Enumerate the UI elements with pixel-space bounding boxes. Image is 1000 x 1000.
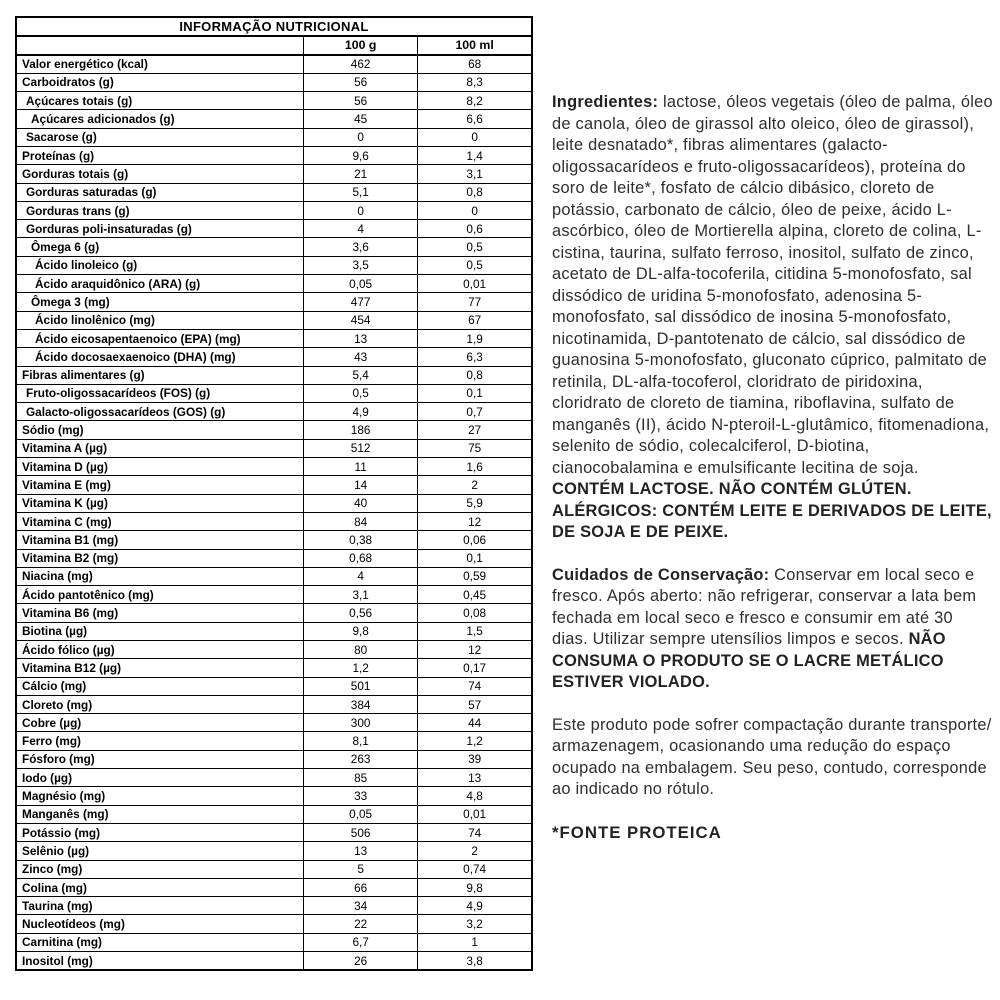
table-row bbox=[16, 915, 532, 933]
table-row bbox=[16, 714, 532, 732]
table-row bbox=[16, 256, 532, 274]
value-100ml: 9,8 bbox=[418, 878, 532, 896]
value-100g: 56 bbox=[304, 73, 418, 91]
table-row bbox=[16, 860, 532, 878]
value-100g: 9,6 bbox=[304, 146, 418, 164]
table-row bbox=[16, 403, 532, 421]
nutrient-label: Taurina (mg) bbox=[16, 897, 304, 915]
table-row bbox=[16, 622, 532, 640]
value-100g: 56 bbox=[304, 92, 418, 110]
value-100ml: 75 bbox=[418, 439, 532, 457]
info-panel bbox=[552, 92, 993, 864]
protein-source-note-segment: *FONTE PROTEICA bbox=[552, 822, 722, 842]
value-100ml: 12 bbox=[418, 641, 532, 659]
nutrient-label: Inositol (mg) bbox=[16, 952, 304, 971]
table-row bbox=[16, 494, 532, 512]
nutrient-label: Fruto-oligossacarídeos (FOS) (g) bbox=[16, 384, 304, 402]
value-100g: 85 bbox=[304, 769, 418, 787]
value-100g: 22 bbox=[304, 915, 418, 933]
value-100g: 186 bbox=[304, 421, 418, 439]
value-100ml: 3,2 bbox=[418, 915, 532, 933]
value-100ml: 39 bbox=[418, 750, 532, 768]
value-100ml: 74 bbox=[418, 677, 532, 695]
table-row bbox=[16, 201, 532, 219]
nutrient-label: Fibras alimentares (g) bbox=[16, 366, 304, 384]
value-100ml: 0,08 bbox=[418, 604, 532, 622]
value-100ml: 4,8 bbox=[418, 787, 532, 805]
nutrient-label: Vitamina K (µg) bbox=[16, 494, 304, 512]
value-100ml: 6,3 bbox=[418, 348, 532, 366]
value-100g: 454 bbox=[304, 311, 418, 329]
value-100ml: 0,1 bbox=[418, 549, 532, 567]
table-row bbox=[16, 732, 532, 750]
value-100g: 0,56 bbox=[304, 604, 418, 622]
nutrient-label: Açúcares adicionados (g) bbox=[16, 110, 304, 128]
value-100g: 4 bbox=[304, 567, 418, 585]
value-100g: 506 bbox=[304, 823, 418, 841]
table-row bbox=[16, 165, 532, 183]
value-100ml: 1,6 bbox=[418, 458, 532, 476]
table-row bbox=[16, 641, 532, 659]
nutrient-label: Gorduras poli-insaturadas (g) bbox=[16, 220, 304, 238]
value-100ml: 1,2 bbox=[418, 732, 532, 750]
nutrient-label: Nucleotídeos (mg) bbox=[16, 915, 304, 933]
value-100g: 1,2 bbox=[304, 659, 418, 677]
nutrient-label: Ácido fólico (µg) bbox=[16, 641, 304, 659]
table-row bbox=[16, 348, 532, 366]
conservation-paragraph bbox=[552, 565, 993, 694]
value-100ml: 0,6 bbox=[418, 220, 532, 238]
value-100ml: 0,59 bbox=[418, 567, 532, 585]
ingredients-paragraph-segment: lactose, óleos vegetais (óleo de palma, óleo de canola, óleo de girassol alto oleico, óleo de girassol), leite desnatado*, fibras alimentares (galacto-oligossacarídeos e fruto-oligossacarídeos), proteína do soro de leite*, fosfato de cálcio dibásico, cloreto de potássio, carbonato de cálcio, óleo de peixe, ácido L-ascórbico, óleo de Mortierella alpina, cloreto de colina, L-cistina, taurina, sulfato ferroso, inositol, sulfato de zinco, acetato de DL-alfa-tocoferila, citidina 5-monofosfato, sal dissódico de uridina 5-monofosfato, adenosina 5-monofosfato, sal dissódico de inosina 5-monofosfato, nicotinamida, D-pantotenato de cálcio, sal dissódico de guanosina 5-monofosfato, gluconato cúprico, palmitato de retinila, DL-alfa-tocoferol, cloridrato de piridoxina, cloridrato de cloreto de tiamina, riboflavina, sulfato de manganês (II), ácido N-pteroil-L-glutâmico, fitomenadiona, selenito de sódio, colecalciferol, D-biotina, cianocobalamina e emulsificante lecitina de soja. bbox=[552, 93, 993, 477]
ingredients-paragraph-segment: Ingredientes: bbox=[552, 93, 663, 111]
table-row bbox=[16, 73, 532, 91]
table-row bbox=[16, 183, 532, 201]
nutrient-label: Ácido araquidônico (ARA) (g) bbox=[16, 275, 304, 293]
nutrient-label: Ômega 3 (mg) bbox=[16, 293, 304, 311]
value-100ml: 68 bbox=[418, 55, 532, 74]
value-100ml: 1,9 bbox=[418, 329, 532, 347]
value-100ml: 0 bbox=[418, 128, 532, 146]
nutrient-label: Vitamina B2 (mg) bbox=[16, 549, 304, 567]
nutrient-label: Sacarose (g) bbox=[16, 128, 304, 146]
conservation-paragraph-segment: Conservar em local seco e fresco. Após aberto: não refrigerar, conservar a lata bem fechada em local seco e fresco e consumir em até 30 dias. Utilizar sempre utensílios limpos e secos. bbox=[552, 565, 977, 648]
compaction-paragraph-segment: Este produto pode sofrer compactação durante transporte/ armazenagem, ocasionando uma redução do espaço ocupado na embalagem. Seu peso, contudo, corresponde ao indicado no rótulo. bbox=[552, 715, 992, 798]
table-row bbox=[16, 384, 532, 402]
nutrient-label: Vitamina E (mg) bbox=[16, 476, 304, 494]
value-100g: 6,7 bbox=[304, 933, 418, 951]
table-row bbox=[16, 586, 532, 604]
nutrient-label: Selênio (µg) bbox=[16, 842, 304, 860]
nutrient-label: Valor energético (kcal) bbox=[16, 55, 304, 74]
value-100ml: 0,01 bbox=[418, 275, 532, 293]
value-100ml: 8,2 bbox=[418, 92, 532, 110]
table-row bbox=[16, 787, 532, 805]
value-100ml: 1 bbox=[418, 933, 532, 951]
table-row bbox=[16, 531, 532, 549]
table-row bbox=[16, 769, 532, 787]
nutrient-label: Niacina (mg) bbox=[16, 567, 304, 585]
value-100g: 477 bbox=[304, 293, 418, 311]
value-100ml: 2 bbox=[418, 476, 532, 494]
value-100g: 0,68 bbox=[304, 549, 418, 567]
nutrient-label: Manganês (mg) bbox=[16, 805, 304, 823]
table-row bbox=[16, 421, 532, 439]
table-title: INFORMAÇÃO NUTRICIONAL bbox=[16, 17, 532, 36]
table-title-row bbox=[16, 17, 532, 36]
nutrient-label: Vitamina C (mg) bbox=[16, 512, 304, 530]
value-100ml: 13 bbox=[418, 769, 532, 787]
value-100ml: 1,5 bbox=[418, 622, 532, 640]
nutrient-label: Ácido docosaexaenoico (DHA) (mg) bbox=[16, 348, 304, 366]
column-header-blank bbox=[16, 36, 304, 55]
nutrient-label: Ácido linolênico (mg) bbox=[16, 311, 304, 329]
nutrient-label: Magnésio (mg) bbox=[16, 787, 304, 805]
value-100ml: 74 bbox=[418, 823, 532, 841]
nutrient-label: Vitamina B1 (mg) bbox=[16, 531, 304, 549]
nutrient-label: Vitamina B12 (µg) bbox=[16, 659, 304, 677]
value-100ml: 0,8 bbox=[418, 183, 532, 201]
value-100g: 80 bbox=[304, 641, 418, 659]
value-100g: 512 bbox=[304, 439, 418, 457]
table-row bbox=[16, 220, 532, 238]
value-100g: 13 bbox=[304, 329, 418, 347]
table-row bbox=[16, 512, 532, 530]
nutrient-label: Ferro (mg) bbox=[16, 732, 304, 750]
nutrient-label: Sódio (mg) bbox=[16, 421, 304, 439]
value-100ml: 0,1 bbox=[418, 384, 532, 402]
table-header-row bbox=[16, 36, 532, 55]
table-row bbox=[16, 952, 532, 971]
nutrient-label: Proteínas (g) bbox=[16, 146, 304, 164]
value-100g: 0 bbox=[304, 201, 418, 219]
value-100g: 384 bbox=[304, 695, 418, 713]
nutrient-label: Gorduras totais (g) bbox=[16, 165, 304, 183]
table-row bbox=[16, 695, 532, 713]
value-100g: 0 bbox=[304, 128, 418, 146]
value-100ml: 3,8 bbox=[418, 952, 532, 971]
value-100g: 66 bbox=[304, 878, 418, 896]
value-100g: 14 bbox=[304, 476, 418, 494]
value-100g: 0,05 bbox=[304, 805, 418, 823]
value-100g: 3,5 bbox=[304, 256, 418, 274]
table-row bbox=[16, 92, 532, 110]
table-row bbox=[16, 329, 532, 347]
nutrient-label: Fósforo (mg) bbox=[16, 750, 304, 768]
table-row bbox=[16, 805, 532, 823]
ingredients-paragraph bbox=[552, 92, 993, 544]
nutrient-label: Iodo (µg) bbox=[16, 769, 304, 787]
table-row bbox=[16, 311, 532, 329]
value-100ml: 4,9 bbox=[418, 897, 532, 915]
nutrient-label: Cálcio (mg) bbox=[16, 677, 304, 695]
nutrition-table bbox=[15, 16, 533, 971]
table-row bbox=[16, 750, 532, 768]
value-100ml: 0,5 bbox=[418, 238, 532, 256]
value-100ml: 77 bbox=[418, 293, 532, 311]
protein-source-note bbox=[552, 822, 993, 844]
ingredients-paragraph-segment: CONTÉM LACTOSE. NÃO CONTÉM GLÚTEN. ALÉRGICOS: CONTÉM LEITE E DERIVADOS DE LEITE, DE SOJA E DE PEIXE. bbox=[552, 480, 992, 541]
value-100ml: 44 bbox=[418, 714, 532, 732]
value-100ml: 0,5 bbox=[418, 256, 532, 274]
nutrient-label: Biotina (µg) bbox=[16, 622, 304, 640]
value-100ml: 8,3 bbox=[418, 73, 532, 91]
nutrient-label: Carboidratos (g) bbox=[16, 73, 304, 91]
value-100g: 11 bbox=[304, 458, 418, 476]
value-100g: 5 bbox=[304, 860, 418, 878]
nutrient-label: Gorduras saturadas (g) bbox=[16, 183, 304, 201]
value-100g: 0,05 bbox=[304, 275, 418, 293]
value-100ml: 6,6 bbox=[418, 110, 532, 128]
value-100ml: 12 bbox=[418, 512, 532, 530]
nutrient-label: Ácido pantotênico (mg) bbox=[16, 586, 304, 604]
table-row bbox=[16, 128, 532, 146]
value-100ml: 0,45 bbox=[418, 586, 532, 604]
table-row bbox=[16, 146, 532, 164]
table-row bbox=[16, 677, 532, 695]
value-100ml: 0,74 bbox=[418, 860, 532, 878]
table-row bbox=[16, 549, 532, 567]
table-row bbox=[16, 110, 532, 128]
table-row bbox=[16, 366, 532, 384]
value-100g: 0,38 bbox=[304, 531, 418, 549]
column-header-100ml: 100 ml bbox=[418, 36, 532, 55]
value-100g: 13 bbox=[304, 842, 418, 860]
nutrient-label: Cobre (µg) bbox=[16, 714, 304, 732]
table-row bbox=[16, 659, 532, 677]
value-100g: 0,5 bbox=[304, 384, 418, 402]
value-100ml: 1,4 bbox=[418, 146, 532, 164]
table-row bbox=[16, 439, 532, 457]
nutrient-label: Açúcares totais (g) bbox=[16, 92, 304, 110]
value-100ml: 0,8 bbox=[418, 366, 532, 384]
value-100ml: 3,1 bbox=[418, 165, 532, 183]
nutrient-label: Carnitina (mg) bbox=[16, 933, 304, 951]
value-100g: 84 bbox=[304, 512, 418, 530]
value-100g: 4,9 bbox=[304, 403, 418, 421]
nutrient-label: Vitamina A (µg) bbox=[16, 439, 304, 457]
nutrient-label: Vitamina B6 (mg) bbox=[16, 604, 304, 622]
value-100ml: 2 bbox=[418, 842, 532, 860]
value-100g: 43 bbox=[304, 348, 418, 366]
table-row bbox=[16, 604, 532, 622]
value-100ml: 67 bbox=[418, 311, 532, 329]
nutrient-label: Zinco (mg) bbox=[16, 860, 304, 878]
table-row bbox=[16, 823, 532, 841]
value-100g: 3,6 bbox=[304, 238, 418, 256]
conservation-paragraph-segment: Cuidados de Conservação: bbox=[552, 565, 775, 584]
value-100g: 9,8 bbox=[304, 622, 418, 640]
nutrient-label: Colina (mg) bbox=[16, 878, 304, 896]
conservation-paragraph-segment: NÃO CONSUMA O PRODUTO SE O LACRE METÁLICO ESTIVER VIOLADO. bbox=[552, 630, 946, 691]
nutrient-label: Potássio (mg) bbox=[16, 823, 304, 841]
value-100g: 5,4 bbox=[304, 366, 418, 384]
table-row bbox=[16, 476, 532, 494]
compaction-paragraph bbox=[552, 715, 993, 801]
table-row bbox=[16, 567, 532, 585]
value-100g: 263 bbox=[304, 750, 418, 768]
value-100ml: 27 bbox=[418, 421, 532, 439]
value-100ml: 5,9 bbox=[418, 494, 532, 512]
nutrient-label: Ácido eicosapentaenoico (EPA) (mg) bbox=[16, 329, 304, 347]
table-row bbox=[16, 878, 532, 896]
table-row bbox=[16, 55, 532, 74]
value-100g: 4 bbox=[304, 220, 418, 238]
nutrient-label: Ômega 6 (g) bbox=[16, 238, 304, 256]
nutrient-label: Ácido linoleico (g) bbox=[16, 256, 304, 274]
value-100ml: 57 bbox=[418, 695, 532, 713]
value-100ml: 0,06 bbox=[418, 531, 532, 549]
value-100g: 34 bbox=[304, 897, 418, 915]
nutrient-label: Cloreto (mg) bbox=[16, 695, 304, 713]
value-100g: 45 bbox=[304, 110, 418, 128]
column-header-100g: 100 g bbox=[304, 36, 418, 55]
table-row bbox=[16, 293, 532, 311]
value-100ml: 0,17 bbox=[418, 659, 532, 677]
value-100g: 300 bbox=[304, 714, 418, 732]
table-row bbox=[16, 842, 532, 860]
nutrient-label: Gorduras trans (g) bbox=[16, 201, 304, 219]
table-row bbox=[16, 275, 532, 293]
table-row bbox=[16, 897, 532, 915]
value-100g: 5,1 bbox=[304, 183, 418, 201]
table-row bbox=[16, 238, 532, 256]
value-100g: 8,1 bbox=[304, 732, 418, 750]
value-100g: 26 bbox=[304, 952, 418, 971]
nutrient-label: Galacto-oligossacarídeos (GOS) (g) bbox=[16, 403, 304, 421]
value-100g: 501 bbox=[304, 677, 418, 695]
nutrient-label: Vitamina D (µg) bbox=[16, 458, 304, 476]
table-row bbox=[16, 458, 532, 476]
value-100ml: 0,7 bbox=[418, 403, 532, 421]
value-100ml: 0,01 bbox=[418, 805, 532, 823]
table-row bbox=[16, 933, 532, 951]
value-100g: 462 bbox=[304, 55, 418, 74]
value-100g: 3,1 bbox=[304, 586, 418, 604]
value-100g: 21 bbox=[304, 165, 418, 183]
value-100g: 40 bbox=[304, 494, 418, 512]
value-100ml: 0 bbox=[418, 201, 532, 219]
value-100g: 33 bbox=[304, 787, 418, 805]
